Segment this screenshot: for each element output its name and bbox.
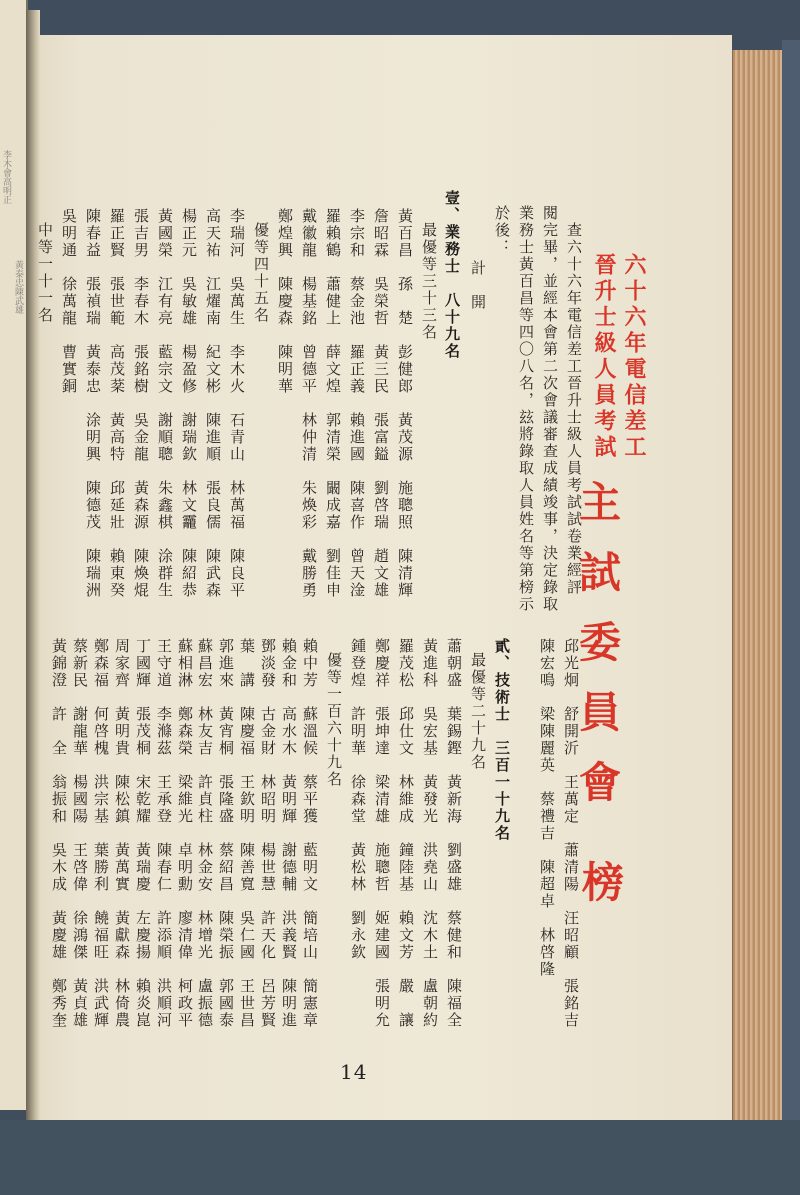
- name-line: 李宗和 蔡金池 羅正義 賴進國 陳喜作 曾天淦: [348, 208, 366, 599]
- left-page-text-fragment: 李木會高明正: [1, 150, 11, 204]
- intro-line: 業務士黃百昌等四〇八名，玆將錄取人員姓名等第榜示: [517, 205, 535, 613]
- section-heading: 壹、業務士 八十九名: [443, 190, 461, 360]
- name-line: 蕭朝盛 葉錫鏗 黃新海 劉盛雄 蔡健和 陳福全: [445, 638, 463, 1029]
- name-line: 蘇昌宏 林友吉 許貞柱 林金安 林增光 盧振德: [196, 638, 214, 1029]
- name-line: 黃國榮 江有亮 藍宗文 謝順聰 朱鑫棋 涂群生: [156, 208, 174, 599]
- name-line: 羅賴鶴 蕭健上 薛文煌 郭清榮 闞成嘉 劉佳申: [324, 208, 342, 599]
- name-line: 郭進來 黃宵桐 張隆盛 蔡紹昌 陳榮振 郭國泰: [217, 638, 235, 1029]
- rank-heading: 優等一百六十九名: [325, 652, 343, 788]
- page-edges: [732, 50, 783, 1125]
- rank-heading: 最優等二十九名: [469, 652, 487, 771]
- left-page-text-fragment: 黃泰忠陳武雄: [13, 260, 23, 314]
- book-spine: [782, 40, 800, 1130]
- name-line: 鄭慶祥 張坤達 梁清雄 施聰哲 姬建國 張明允: [373, 638, 391, 1029]
- name-line: 黃百昌 孫 楚 彭健郎 黃茂源 施聰照 陳清輝: [396, 208, 414, 599]
- title-line-2: 晉升士級人員考試: [591, 253, 616, 461]
- section-heading: 貳、技術士 三百一十九名: [493, 638, 511, 842]
- name-line: 羅茂松 邱仕文 林維成 鐘陸基 賴文芳 嚴 讓: [397, 638, 415, 1029]
- name-line: 楊正元 吳敏雄 楊盈修 謝瑞欽 林文龗 陳紹恭: [180, 208, 198, 599]
- name-line: 吳明通 徐萬龍 曹實銅: [60, 208, 78, 395]
- name-line: 鍾登煌 許明華 徐森堂 黃松林 劉永欽: [349, 638, 367, 961]
- page-gutter: [26, 10, 40, 1120]
- left-page: [0, 0, 28, 1110]
- committee-line: 邱光炯 舒開沂 王萬定 蕭清陽 汪昭顧 張銘吉: [562, 638, 580, 1029]
- intro-line: 於後：: [493, 205, 511, 256]
- name-line: 戴徽龍 楊基銘 曾德平 林仲清 朱煥彩 戴勝勇: [300, 208, 318, 599]
- name-line: 鄭森福 何啓槐 洪宗基 葉勝利 饒福旺 洪武輝: [92, 638, 110, 1029]
- name-line: 鄭煌興 陳慶森 陳明華: [276, 208, 294, 395]
- name-line: 丁國輝 張茂桐 宋乾耀 黃瑞慶 左慶揚 賴炎崑: [134, 638, 152, 1029]
- organization-name: 主試委員會: [573, 480, 622, 830]
- notice-title: 榜: [576, 860, 625, 904]
- name-line: 王守道 李滌茲 王承登 陳春仁 許添順 洪順河: [155, 638, 173, 1029]
- name-line: 賴金和 高水木 黃明輝 謝德輔 洪義賢 陳明進: [280, 638, 298, 1029]
- name-line: 鄧淡發 古金財 林昭明 楊世慧 許天化 呂芳賢: [259, 638, 277, 1029]
- title-line-1: 六十六年電信差工: [621, 253, 646, 461]
- rank-heading: 最優等三十三名: [420, 222, 438, 341]
- total-label: 計 開: [469, 260, 487, 311]
- name-line: 張吉男 李春木 張銘樹 吳金龍 黃森源 陳煥焜: [132, 208, 150, 599]
- name-line: 蘇相淋 鄭森榮 梁維光 卓明勳 廖清偉 柯政平: [176, 638, 194, 1029]
- rank-heading: 中等一十一名: [36, 222, 54, 324]
- name-line: 周家齊 黃明貴 陳松鎮 黃萬實 黃獻森 林倚農: [113, 638, 131, 1029]
- book-cover: [0, 1120, 800, 1195]
- page-number: 14: [340, 1060, 368, 1084]
- name-line: 陳春益 張禎瑞 黃泰忠 涂明興 陳德茂 陳瑞洲: [84, 208, 102, 599]
- rank-heading: 優等四十五名: [252, 222, 270, 324]
- name-line: 李瑞河 吳萬生 李木火 石青山 林萬福 陳良平: [228, 208, 246, 599]
- name-line: 羅正賢 張世範 高茂棻 黃高特 邱延壯 賴東癸: [108, 208, 126, 599]
- name-line: 賴中芳 蘇溫候 蔡平獲 藍明文 簡培山 簡憲章: [301, 638, 319, 1029]
- committee-line: 陳宏鳴 梁陳麗英 蔡禮吉 陳超卓 林啓隆: [538, 638, 556, 978]
- name-line: 黃錦澄 許 全 翁振和 吳木成 黃慶雄 鄭秀奎: [50, 638, 68, 1029]
- name-line: 蔡新民 謝龍華 楊國陽 王啓偉 徐鴻傑 黃貞雄: [71, 638, 89, 1029]
- name-line: 高天祐 江燿南 紀文彬 陳進順 張良儒 陳武森: [204, 208, 222, 599]
- name-line: 黃進科 吳宏基 黃發光 洪堯山 沈木土 盧朝約: [421, 638, 439, 1029]
- name-line: 詹昭霖 吳榮哲 黃三民 張富鎰 劉啓瑞 趙文雄: [372, 208, 390, 599]
- name-line: 葉 講 陳慶福 王欽明 陳善寬 吳仁國 王世昌: [238, 638, 256, 1029]
- intro-line: 查六十六年電信差工晉升士級人員考試試卷業經評: [565, 222, 583, 596]
- intro-line: 閱完畢，並經本會第二次會議審查成績竣事，決定錄取: [541, 205, 559, 613]
